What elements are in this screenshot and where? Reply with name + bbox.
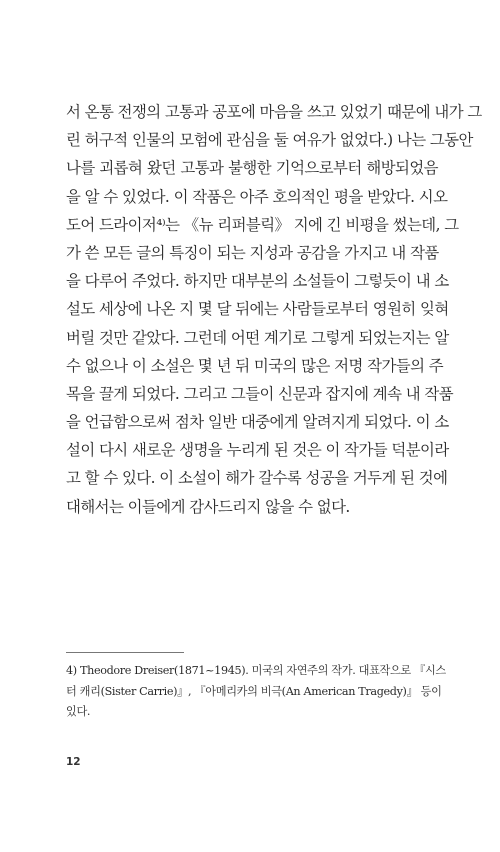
text-line: 을 알 수 있었다. 이 작품은 아주 호의적인 평을 받았다. 시오 bbox=[66, 187, 448, 206]
text-line: 을 다루어 주었다. 하지만 대부분의 소설들이 그렇듯이 내 소 bbox=[66, 272, 449, 291]
text-line: 설이 다시 새로운 생명을 누리게 된 것은 이 작가들 덕분이라 bbox=[66, 441, 449, 460]
text-line: 고 할 수 있다. 이 소설이 해가 갈수록 성공을 거두게 된 것에 bbox=[66, 469, 448, 488]
text-line: 목을 끌게 되었다. 그리고 그들이 신문과 잡지에 계속 내 작품 bbox=[66, 384, 454, 403]
footnote-line: 4) Theodore Dreiser(1871~1945). 미국의 자연주의 작가. 대표작으로 『시스 bbox=[66, 664, 446, 677]
footnote-line: 있다. bbox=[66, 705, 91, 718]
footnote-divider bbox=[66, 652, 184, 653]
text-line: 대해서는 이들에게 감사드리지 않을 수 없다. bbox=[66, 497, 350, 516]
text-line: 린 허구적 인물의 모험에 관심을 둘 여유가 없었다.) 나는 그동안 bbox=[66, 131, 473, 150]
text-line: 서 온통 전쟁의 고통과 공포에 마음을 쓰고 있었기 때문에 내가 그 bbox=[66, 103, 482, 121]
body-text bbox=[66, 98, 482, 521]
text-line: 나를 괴롭혀 왔던 고통과 불행한 기억으로부터 해방되었음 bbox=[66, 159, 438, 178]
text-line: 설도 세상에 나온 지 몇 달 뒤에는 사람들로부터 영원히 잊혀 bbox=[66, 300, 449, 319]
footnote-line: 터 캐리(Sister Carrie)』, 『아메리카의 비극(An American Tragedy)』 등이 bbox=[66, 684, 442, 698]
text-line: 을 언급함으로써 점차 일반 대중에게 알려지게 되었다. 이 소 bbox=[66, 413, 449, 432]
text-line: 가 쓴 모든 글의 특징이 되는 지성과 공감을 가지고 내 작품 bbox=[66, 243, 439, 262]
text-line: 도어 드라이저⁴⁾는 《뉴 리퍼블릭》 지에 긴 비평을 썼는데, 그 bbox=[66, 215, 459, 234]
text-line: 버릴 것만 같았다. 그런데 어떤 계기로 그렇게 되었는지는 알 bbox=[66, 328, 449, 347]
footnote bbox=[66, 661, 446, 723]
page-number: 12 bbox=[66, 756, 81, 768]
text-line: 수 없으나 이 소설은 몇 년 뒤 미국의 많은 저명 작가들의 주 bbox=[66, 356, 444, 375]
